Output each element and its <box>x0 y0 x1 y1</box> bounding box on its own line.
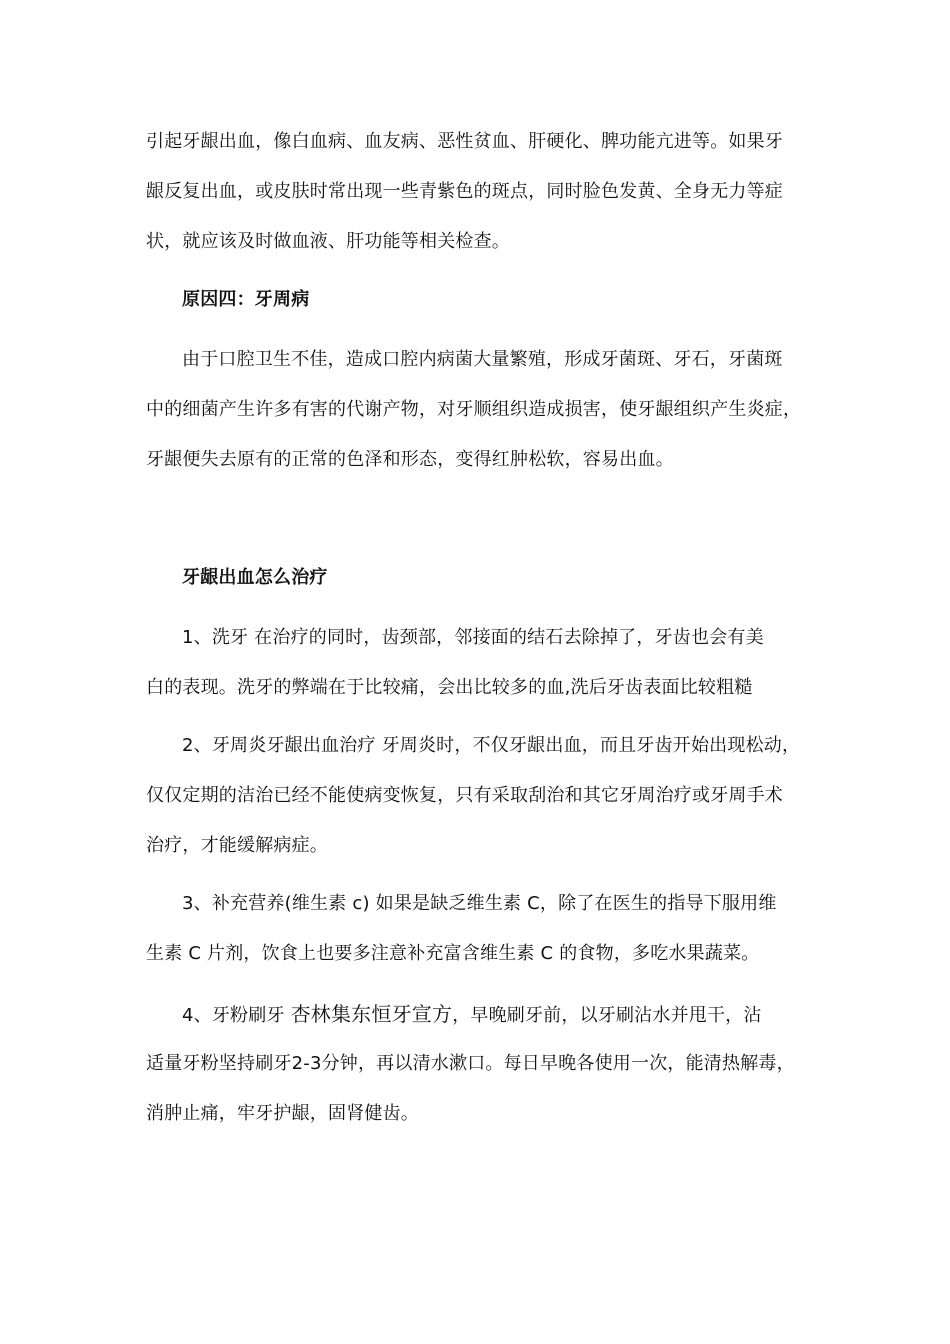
para1-line3: 状，就应该及时做血液、肝功能等相关检查。 <box>146 231 510 252</box>
item4-prefix: 4、牙粉刷牙 <box>182 1005 291 1026</box>
item2-line2: 仅仅定期的洁治已经不能使病变恢复，只有采取刮治和其它牙周治疗或牙周手术 <box>146 785 783 806</box>
heading-treatment: 牙龈出血怎么治疗 <box>182 567 328 588</box>
item4-line2: 适量牙粉坚持刷牙2-3分钟，再以清水漱口。每日早晚各使用一次，能清热解毒， <box>146 1053 795 1074</box>
heading-cause4: 原因四：牙周病 <box>182 289 310 310</box>
item3-line1: 3、补充营养(维生素 c) 如果是缺乏维生素 C，除了在医生的指导下服用维 <box>182 893 777 914</box>
para1-line2: 龈反复出血，或皮肤时常出现一些青紫色的斑点，同时脸色发黄、全身无力等症 <box>146 181 783 202</box>
para2-line1: 由于口腔卫生不佳，造成口腔内病菌大量繁殖，形成牙菌斑、牙石，牙菌斑 <box>182 349 783 370</box>
para2-line3: 牙龈便失去原有的正常的色泽和形态，变得红肿松软，容易出血。 <box>146 449 674 470</box>
item2-line1: 2、牙周炎牙龈出血治疗 牙周炎时，不仅牙龈出血，而且牙齿开始出现松动， <box>182 735 801 756</box>
para1-line1: 引起牙龈出血，像白血病、血友病、恶性贫血、肝硬化、脾功能亢进等。如果牙 <box>146 131 783 152</box>
item1-line2: 白的表现。洗牙的弊端在于比较痛，会出比较多的血,洗后牙齿表面比较粗糙 <box>146 677 753 698</box>
item3-line2: 生素 C 片剂，饮食上也要多注意补充富含维生素 C 的食物，多吃水果蔬菜。 <box>146 943 760 964</box>
item2-line3: 治疗，才能缓解病症。 <box>146 835 328 856</box>
item4-suffix: ，早晚刷牙前，以牙刷沾水并甩干，沾 <box>452 1005 762 1026</box>
para2-line2: 中的细菌产生许多有害的代谢产物，对牙顺组织造成损害，使牙龈组织产生炎症， <box>146 399 802 420</box>
item1-line1: 1、洗牙 在治疗的同时，齿颈部，邻接面的结石去除掉了，牙齿也会有美 <box>182 627 764 648</box>
item4-line3: 消肿止痛，牢牙护龈，固肾健齿。 <box>146 1103 419 1124</box>
item4-brand-name: 杏林集东恒牙宣方 <box>290 1002 453 1026</box>
item4-line1 <box>182 1002 762 1028</box>
